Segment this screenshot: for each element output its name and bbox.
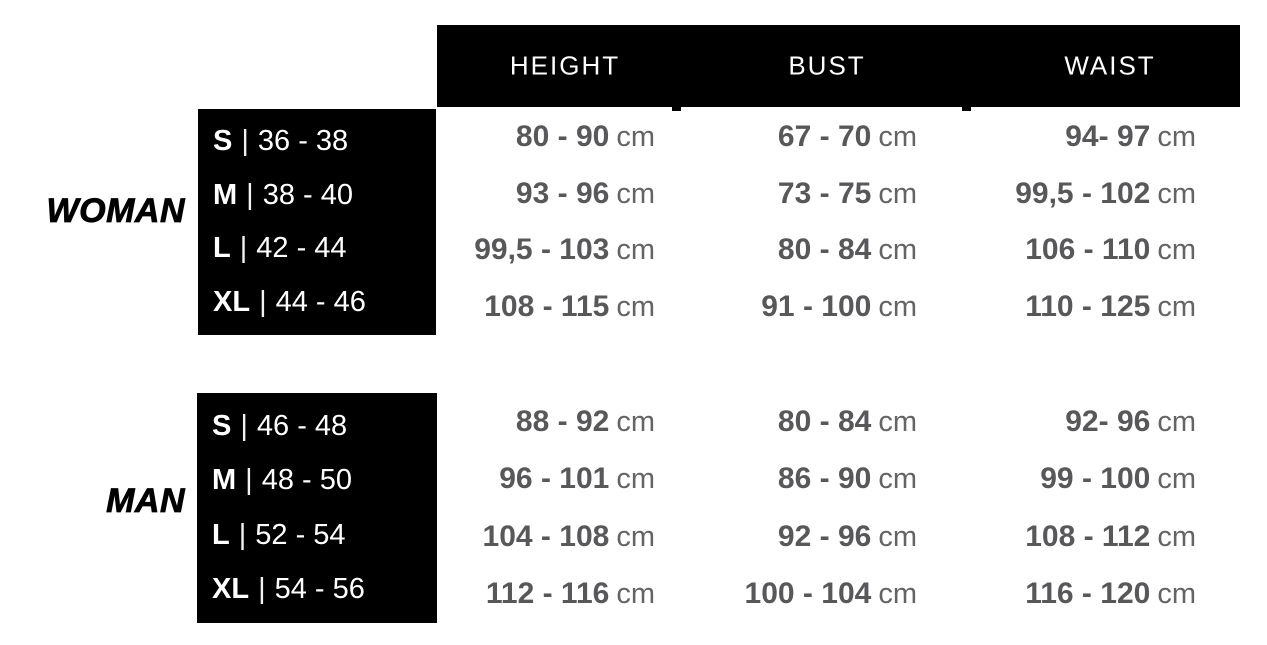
man-l-bust <box>655 519 917 553</box>
value-range: 100 - 104 <box>744 577 872 611</box>
value-range: 108 - 112 <box>1025 519 1151 553</box>
size-separator: | <box>245 464 253 497</box>
woman-size-box <box>198 109 436 335</box>
value-range: 99 - 100 <box>1040 462 1151 496</box>
table-row <box>437 579 1240 609</box>
value-range: 94- 97 <box>1065 120 1151 154</box>
woman-size-row-s <box>213 127 436 156</box>
size-separator: | <box>241 125 249 158</box>
size-letter: M <box>213 178 238 211</box>
man-size-box <box>197 393 437 623</box>
size-range: 54 - 56 <box>274 573 365 606</box>
man-size-row-s <box>212 409 437 442</box>
value-range: 104 - 108 <box>482 519 610 553</box>
woman-xl-bust <box>655 289 917 323</box>
value-unit: cm <box>878 234 917 267</box>
size-letter: XL <box>212 573 250 606</box>
value-unit: cm <box>616 234 655 267</box>
section-label-man: MAN <box>106 482 185 520</box>
value-unit: cm <box>1157 520 1196 553</box>
woman-l-bust <box>655 235 917 265</box>
value-unit: cm <box>878 405 917 438</box>
value-unit: cm <box>616 463 655 496</box>
man-l-height <box>437 519 655 553</box>
value-range: 92- 96 <box>1065 404 1151 438</box>
woman-s-waist <box>917 122 1196 152</box>
size-range: 44 - 46 <box>275 285 366 318</box>
value-unit: cm <box>878 177 917 210</box>
size-range: 48 - 50 <box>261 464 353 497</box>
size-separator: | <box>246 178 254 211</box>
value-unit: cm <box>1157 578 1196 611</box>
value-unit: cm <box>616 578 655 611</box>
value-unit: cm <box>616 177 655 210</box>
value-unit: cm <box>1157 234 1196 267</box>
value-range: 99,5 - 102 <box>1015 176 1151 210</box>
woman-size-row-l <box>213 234 436 263</box>
size-letter: L <box>212 518 230 551</box>
value-unit: cm <box>878 463 917 496</box>
column-header-height: HEIGHT <box>509 50 621 81</box>
value-range: 86 - 90 <box>777 462 872 496</box>
value-range: 92 - 96 <box>777 519 872 553</box>
size-separator: | <box>238 518 247 551</box>
table-row <box>437 464 1240 494</box>
man-measurements <box>437 393 1240 623</box>
man-l-waist <box>917 519 1196 553</box>
table-row <box>437 289 1240 323</box>
value-range: 80 - 90 <box>515 120 610 154</box>
size-separator: | <box>259 285 267 318</box>
size-letter: M <box>212 464 237 497</box>
woman-xl-waist <box>917 289 1196 323</box>
value-range: 80 - 84 <box>777 404 872 438</box>
woman-size-row-xl <box>213 285 436 318</box>
size-letter: XL <box>213 285 251 318</box>
size-range: 42 - 44 <box>256 232 347 265</box>
woman-xl-height <box>437 289 655 323</box>
man-m-height <box>437 464 655 494</box>
man-xl-bust <box>655 579 917 609</box>
value-unit: cm <box>1157 290 1196 323</box>
size-separator: | <box>258 573 266 606</box>
value-range: 73 - 75 <box>777 176 872 210</box>
size-separator: | <box>240 409 248 442</box>
man-size-row-l <box>212 518 437 551</box>
value-range: 91 - 100 <box>761 289 872 323</box>
value-unit: cm <box>878 121 917 154</box>
size-letter: S <box>212 409 232 442</box>
man-size-row-xl <box>212 575 437 604</box>
value-range: 106 - 110 <box>1025 233 1151 267</box>
woman-m-waist <box>917 176 1196 210</box>
value-unit: cm <box>616 290 655 323</box>
value-unit: cm <box>1157 463 1196 496</box>
value-unit: cm <box>878 578 917 611</box>
size-range: 38 - 40 <box>262 178 354 211</box>
value-unit: cm <box>1157 121 1196 154</box>
woman-m-bust <box>655 176 917 210</box>
column-header-waist: WAIST <box>1064 50 1156 81</box>
woman-m-height <box>437 176 655 210</box>
value-range: 108 - 115 <box>484 289 610 323</box>
table-row <box>437 122 1240 152</box>
man-size-row-m <box>212 466 437 495</box>
value-unit: cm <box>616 520 655 553</box>
value-unit: cm <box>616 121 655 154</box>
column-header-bar <box>437 25 1240 107</box>
man-s-bust <box>655 404 917 438</box>
woman-l-height <box>437 235 655 265</box>
value-range: 67 - 70 <box>777 120 872 154</box>
size-letter: S <box>213 125 233 158</box>
woman-s-height <box>437 122 655 152</box>
value-range: 88 - 92 <box>515 404 610 438</box>
section-label-woman: WOMAN <box>46 192 185 230</box>
table-row <box>437 519 1240 553</box>
table-row <box>437 235 1240 265</box>
value-range: 116 - 120 <box>1025 577 1151 611</box>
value-range: 99,5 - 103 <box>474 233 610 267</box>
size-range: 52 - 54 <box>255 518 346 551</box>
man-s-height <box>437 404 655 438</box>
woman-measurements <box>437 109 1240 335</box>
man-s-waist <box>917 404 1196 438</box>
table-row <box>437 404 1240 438</box>
size-letter: L <box>213 232 231 265</box>
woman-s-bust <box>655 122 917 152</box>
value-unit: cm <box>878 290 917 323</box>
size-range: 36 - 38 <box>257 125 349 158</box>
table-row <box>437 176 1240 210</box>
man-xl-height <box>437 579 655 609</box>
value-range: 112 - 116 <box>485 577 610 611</box>
column-header-bust: BUST <box>788 50 866 81</box>
size-range: 46 - 48 <box>256 409 348 442</box>
value-unit: cm <box>1157 405 1196 438</box>
size-separator: | <box>239 232 248 265</box>
man-xl-waist <box>917 579 1196 609</box>
man-m-bust <box>655 464 917 494</box>
value-range: 80 - 84 <box>777 233 872 267</box>
value-range: 110 - 125 <box>1025 289 1151 323</box>
value-range: 96 - 101 <box>499 462 610 496</box>
value-unit: cm <box>616 405 655 438</box>
value-unit: cm <box>878 520 917 553</box>
woman-size-row-m <box>213 178 436 211</box>
value-unit: cm <box>1157 177 1196 210</box>
woman-l-waist <box>917 235 1196 265</box>
value-range: 93 - 96 <box>515 176 610 210</box>
man-m-waist <box>917 464 1196 494</box>
